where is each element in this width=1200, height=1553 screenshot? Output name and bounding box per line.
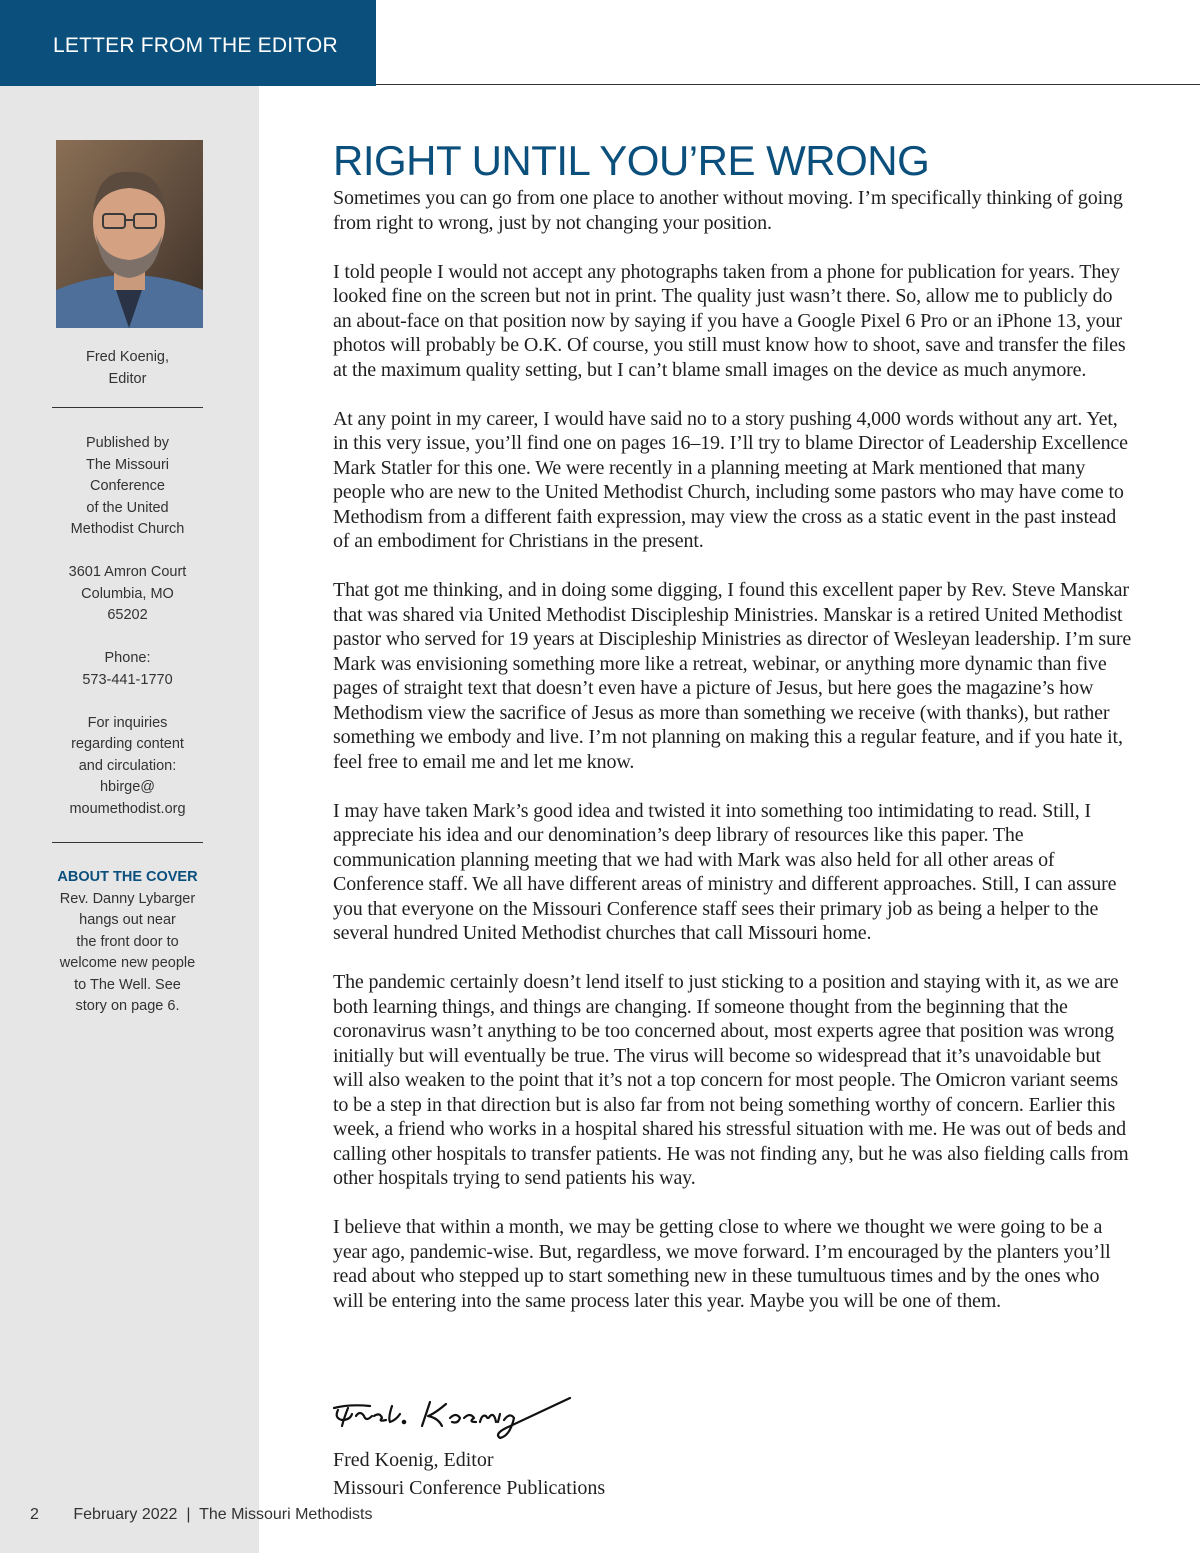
article-paragraph: That got me thinking, and in doing some digging, I found this excellent paper by Rev. Steve Manskar that was shared via United Methodist Discipleship Ministries. Manskar is a retired United Methodist pastor who served for 19 years at Discipleship Ministries as director of Wesleyan leadership. I’m sure Mark was envisioning something more like a retreat, webinar, or anything more dynamic than five pages of straight text that doesn’t even have a picture of Jesus, but here goes the magazine’s how Methodism view the sacrifice of Jesus as more than something we receive (with thanks), but rather something we embody and live. I’m not planning on making this a regular feature, and if you hate it, feel free to email me and let me know. bbox=[333, 579, 1132, 773]
inquiries-line: and circulation: bbox=[78, 757, 177, 774]
phone-number: 573-441-1770 bbox=[82, 671, 173, 688]
editor-name: Fred Koenig, bbox=[85, 349, 170, 365]
address-line: Columbia, MO bbox=[81, 585, 174, 602]
article-paragraph: At any point in my career, I would have said no to a story pushing 4,000 words without any art. Yet, in this very issue, you’ll find one on pages 16–19. I’ll try to blame Director of Leadership Excellence Mark Statler for this one. We were recently in a planning meeting at Mark mentioned that many people who are new to the United Methodist Church, including some pastors who may have come to Methodism from a different faith expression, may view the cross as a static event in the past instead of an embodiment for Christians in the present. bbox=[333, 407, 1128, 552]
published-by-line: The Missouri bbox=[86, 456, 169, 473]
published-by-line: Methodist Church bbox=[70, 521, 185, 537]
about-cover-line: welcome new people bbox=[59, 955, 196, 971]
article-title: RIGHT UNTIL YOU’RE WRONG bbox=[333, 137, 930, 184]
about-cover-line: the front door to bbox=[76, 933, 179, 950]
editor-signature bbox=[330, 1392, 580, 1452]
published-by-line: Conference bbox=[90, 478, 165, 494]
phone-label: Phone: bbox=[104, 650, 151, 666]
about-cover-line: to The Well. See bbox=[74, 976, 181, 993]
page-footer bbox=[30, 1506, 372, 1524]
editor-portrait bbox=[56, 140, 203, 328]
inquiries-line: For inquiries bbox=[87, 714, 168, 731]
address-line: 65202 bbox=[107, 607, 148, 623]
about-cover-line: Rev. Danny Lybarger bbox=[59, 890, 196, 907]
about-cover-line: hangs out near bbox=[79, 912, 176, 928]
inquiries-email: hbirge@ bbox=[99, 779, 156, 795]
section-label: LETTER FROM THE EDITOR bbox=[53, 34, 338, 57]
article-body bbox=[333, 186, 1133, 1338]
about-cover bbox=[40, 867, 215, 1018]
about-cover-heading: ABOUT THE COVER bbox=[57, 869, 198, 885]
editor-title: Editor bbox=[108, 370, 147, 387]
publisher-info bbox=[40, 433, 215, 820]
published-by-line: Published by bbox=[85, 435, 170, 451]
inquiries-email: moumethodist.org bbox=[69, 800, 186, 817]
article-paragraph: The pandemic certainly doesn’t lend itself to just sticking to a position and staying with it, as we are both learning things, and things are changing. If someone thought from the beginning that the coronavirus wasn’t anything to be too concerned about, most experts agree that position was wrong initially but will eventually be true. The virus will become so widespread that it’s unavoidable but will also weaken to the point that it’s not a top concern for most people. The Omicron variant seems to be a step in that direction but is also far from not being something worthy of concern. Earlier this week, a friend who works in a hospital shared his stressful situation with me. He was out of beds and calling other hospitals to transfer patients. He was not finding any, but he was also fielding calls from other hospitals trying to send patients his way. bbox=[333, 971, 1129, 1189]
sidebar-divider bbox=[52, 842, 203, 843]
article-paragraph: I believe that within a month, we may be getting close to where we thought we were going to be a year ago, pandemic-wise. But, regardless, we move forward. I’m encouraged by the planters you’ll read about who stepped up to start something new in these tumultuous times and by the ones who will be entering into the same process later this year. Maybe you will be one of them. bbox=[333, 1216, 1111, 1312]
closing-organization: Missouri Conference Publications bbox=[333, 1477, 606, 1499]
closing-block bbox=[333, 1446, 605, 1502]
about-cover-line: story on page 6. bbox=[75, 998, 180, 1014]
article-paragraph: I may have taken Mark’s good idea and twisted it into something too intimidating to read. Still, I appreciate his idea and our denomination’s deep library of resources like this paper. The communication planning meeting that we had with Mark was also held for all other areas of Conference staff. We all have different areas of ministry and different approaches. Still, I can assure you that everyone on the Missouri Conference staff sees their primary job as being a helper to the several hundred United Methodist churches that call Missouri home. bbox=[333, 799, 1117, 944]
closing-name: Fred Koenig, Editor bbox=[333, 1449, 494, 1471]
editor-caption bbox=[40, 347, 215, 390]
issue-info: February 2022 | The Missouri Methodists bbox=[73, 1506, 373, 1523]
article-paragraph: Sometimes you can go from one place to another without moving. I’m specifically thinking of going from right to wrong, just by not changing your position. bbox=[333, 187, 1123, 234]
header-divider bbox=[376, 84, 1200, 85]
sidebar-divider bbox=[52, 407, 203, 408]
published-by-line: of the United bbox=[86, 499, 169, 516]
article-paragraph: I told people I would not accept any photographs taken from a phone for publication for years. They looked fine on the screen but not in print. The quality just wasn’t there. So, allow me to publicly do an about-face on that position now by saying if you have a Google Pixel 6 Pro or an iPhone 13, your photos will probably be O.K. Of course, you still must know how to shoot, save and transfer the files at the maximum quality setting, but I can’t blame small images on the device as much anymore. bbox=[333, 260, 1126, 381]
inquiries-line: regarding content bbox=[71, 736, 184, 752]
address-line: 3601 Amron Court bbox=[68, 564, 187, 580]
section-header-tab bbox=[0, 0, 376, 86]
page-number: 2 bbox=[30, 1506, 39, 1523]
